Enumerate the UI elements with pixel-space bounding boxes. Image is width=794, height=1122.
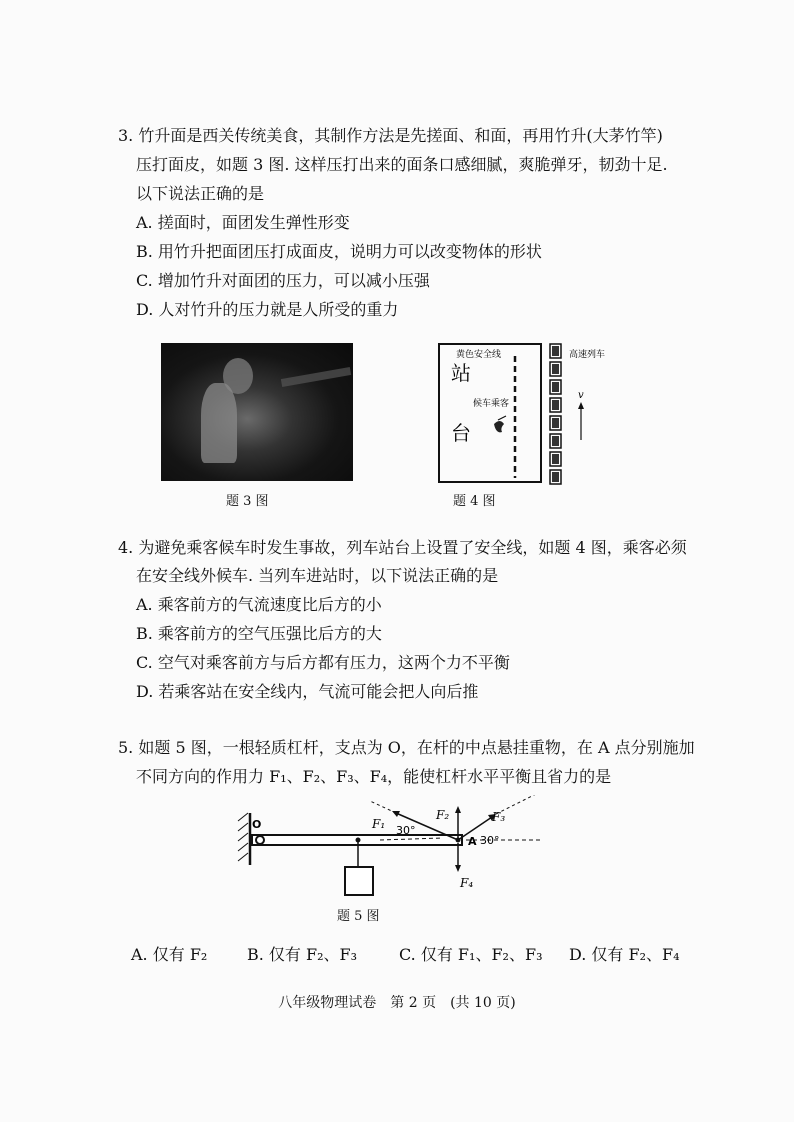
hanging-weight bbox=[345, 867, 373, 895]
q3-option-d: D. 人对竹升的压力就是人所受的重力 bbox=[136, 300, 399, 319]
q3-stem-line-1: 3. 竹升面是西关传统美食，其制作方法是先搓面、和面，再用竹升(大茅竹竿) bbox=[118, 126, 663, 145]
q3-stem-line-2: 压打面皮，如题 3 图. 这样压打出来的面条口感细腻，爽脆弹牙，韧劲十足. bbox=[136, 155, 668, 174]
q4-option-c: C. 空气对乘客前方与后方都有压力，这两个力不平衡 bbox=[136, 653, 510, 672]
fig4-diagram bbox=[436, 340, 676, 490]
q4-stem-line-2: 在安全线外候车. 当列车进站时，以下说法正确的是 bbox=[136, 566, 499, 585]
q5-option-b: B. 仅有 F₂、F₃ bbox=[247, 945, 358, 964]
page-footer: 八年级物理试卷 第 2 页 (共 10 页) bbox=[278, 995, 516, 1011]
pivot-point bbox=[256, 836, 264, 844]
q5-stem-line-2: 不同方向的作用力 F₁、F₂、F₃、F₄，能使杠杆水平平衡且省力的是 bbox=[136, 767, 612, 786]
fig3-photo bbox=[161, 343, 353, 481]
angle-2-label: 30° bbox=[480, 834, 500, 847]
q3-option-a: A. 搓面时，面团发生弹性形变 bbox=[136, 213, 350, 232]
train-cars bbox=[550, 344, 561, 484]
photo-bamboo-pole bbox=[281, 367, 351, 387]
f3-label: F₃ bbox=[492, 810, 506, 824]
fig5-caption: 题 5 图 bbox=[337, 909, 380, 924]
q4-stem-line-1: 4. 为避免乘客候车时发生事故，列车站台上设置了安全线，如题 4 图，乘客必须 bbox=[118, 538, 687, 557]
passenger-label: 候车乘客 bbox=[473, 399, 510, 409]
velocity-label: v bbox=[578, 390, 584, 401]
f1-label: F₁ bbox=[372, 817, 386, 831]
q5-option-c: C. 仅有 F₁、F₂、F₃ bbox=[399, 945, 543, 964]
q5-option-d: D. 仅有 F₂、F₄ bbox=[569, 945, 680, 964]
passenger-figure bbox=[494, 421, 504, 432]
q4-option-d: D. 若乘客站在安全线内，气流可能会把人向后推 bbox=[136, 682, 479, 701]
point-a-label: A bbox=[468, 835, 477, 848]
q4-option-a: A. 乘客前方的气流速度比后方的小 bbox=[136, 595, 382, 614]
q3-option-c: C. 增加竹升对面团的压力，可以减小压强 bbox=[136, 271, 430, 290]
pivot-label: O bbox=[252, 818, 262, 831]
station-char-2: 台 bbox=[451, 421, 471, 445]
station-char-1: 站 bbox=[451, 361, 471, 385]
q5-stem-line-1: 5. 如题 5 图，一根轻质杠杆，支点为 O，在杆的中点悬挂重物，在 A 点分别施加 bbox=[118, 738, 695, 757]
fig3-caption: 题 3 图 bbox=[226, 494, 269, 509]
angle-1-label: 30° bbox=[396, 824, 416, 837]
q4-option-b: B. 乘客前方的空气压强比后方的大 bbox=[136, 624, 382, 643]
fig5-diagram bbox=[230, 795, 550, 905]
train-label: 高速列车 bbox=[569, 350, 606, 360]
f2-label: F₂ bbox=[436, 808, 450, 822]
q3-stem-line-3: 以下说法正确的是 bbox=[136, 184, 265, 203]
fig4-caption: 题 4 图 bbox=[453, 494, 496, 509]
q5-option-a: A. 仅有 F₂ bbox=[131, 945, 208, 964]
photo-person-body bbox=[201, 383, 237, 463]
safety-line-label: 黄色安全线 bbox=[456, 350, 502, 360]
q3-option-b: B. 用竹升把面团压打成面皮，说明力可以改变物体的形状 bbox=[136, 242, 542, 261]
f4-label: F₄ bbox=[460, 876, 474, 890]
